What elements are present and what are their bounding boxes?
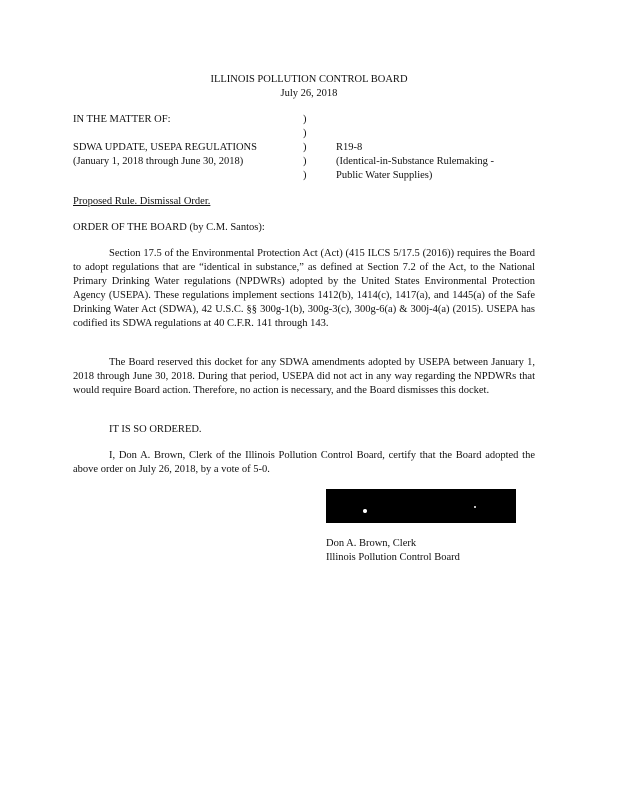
paragraph-so-ordered: IT IS SO ORDERED. [109,424,202,435]
signer-title: Illinois Pollution Control Board [326,552,460,563]
caption-paren: ) [303,114,307,125]
docket-number: R19-8 [336,142,363,153]
order-date: July 26, 2018 [280,88,338,99]
rulemaking-type-line-2: Public Water Supplies) [336,170,433,181]
paragraph-dismissal: The Board reserved this docket for any SDWA amendments adopted by USEPA between January 1, 2018 through June 30, 2018. During that period, USEPA did not act in any way regarding the NPDWRs that would require Board action. Therefore, no action is necessary, and the Board dismisses this docket. [73,357,535,396]
caption-paren: ) [303,142,307,153]
caption-paren: ) [303,170,307,181]
paragraph-certification: I, Don A. Brown, Clerk of the Illinois Pollution Control Board, certify that the Board adopted the above order on July 26, 2018, by a vote of 5-0. [73,450,535,475]
rulemaking-type-line-1: (Identical-in-Substance Rulemaking - [336,156,495,167]
signature-mark [474,506,476,508]
signer-name: Don A. Brown, Clerk [326,538,417,549]
document-heading: Proposed Rule. Dismissal Order. [73,196,211,207]
case-title-line-1: SDWA UPDATE, USEPA REGULATIONS [73,142,257,153]
caption-paren: ) [303,156,307,167]
signature-redacted-block [326,489,516,523]
order-author-line: ORDER OF THE BOARD (by C.M. Santos): [73,222,265,233]
caption-paren: ) [303,128,307,139]
board-name: ILLINOIS POLLUTION CONTROL BOARD [210,74,408,85]
signature-mark [363,509,367,513]
case-title-line-2: (January 1, 2018 through June 30, 2018) [73,156,244,167]
paragraph-statutory-background: Section 17.5 of the Environmental Protection Act (Act) (415 ILCS 5/17.5 (2016)) requires the Board to adopt regulations that are “identical in substance,” as defined at Section 7.2 of the Act, to the National Primary Drinking Water regulations (NPDWRs) adopted by the United States Environmental Protection Agency (USEPA). These regulations implement sections 1412(b), 1414(c), 1417(a), and 1445(a) of the Safe Drinking Water Act (SDWA), 42 U.S.C. §§ 300g-1(b), 300g-3(c), 300g-6(a) & 300j-4(a) (2015). USEPA has codified its SDWA regulations at 40 C.F.R. 141 through 143. [73,248,535,329]
in-the-matter-label: IN THE MATTER OF: [73,114,171,125]
